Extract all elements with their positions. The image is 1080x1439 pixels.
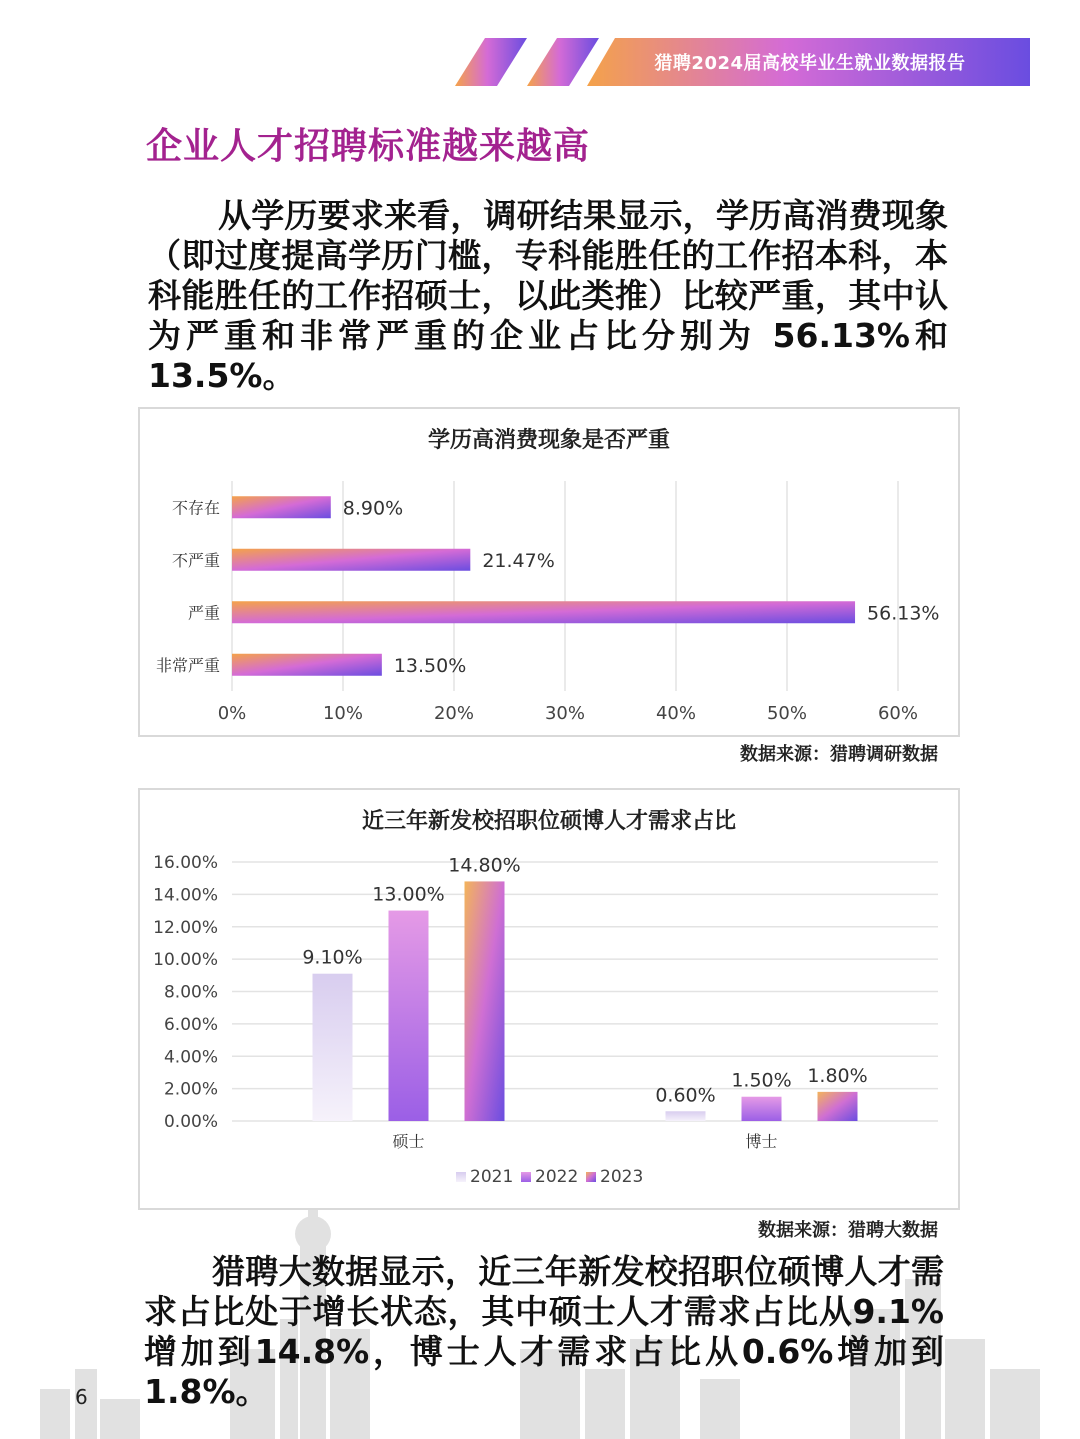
bar [818, 1092, 858, 1121]
y-tick-label: 0.00% [163, 1112, 218, 1132]
y-tick-label: 4.00% [163, 1047, 218, 1068]
legend-label: 2022 [535, 1167, 579, 1187]
data-source-note: 数据来源：猎聘大数据 [758, 1220, 938, 1241]
legend-label: 2023 [600, 1167, 644, 1187]
bar [742, 1097, 782, 1121]
education-inflation-chart [138, 407, 960, 737]
data-label: 56.13% [867, 602, 940, 625]
y-tick-label: 16.00% [153, 853, 218, 873]
y-tick-label: 14.00% [153, 885, 218, 906]
y-tick-label: 12.00% [153, 917, 218, 938]
section-title: 企业人才招聘标准越来越高 [146, 126, 591, 167]
legend-label: 2021 [470, 1167, 514, 1187]
x-tick-label: 40% [655, 703, 697, 724]
bar [232, 496, 331, 518]
grouped-bar-chart [140, 790, 958, 1208]
data-label: 1.50% [731, 1069, 792, 1092]
data-source-note: 数据来源：猎聘调研数据 [740, 744, 938, 765]
horizontal-bar-chart [140, 409, 958, 735]
category-label: 不存在 [171, 498, 220, 518]
x-tick-label: 10% [322, 703, 364, 724]
category-label: 不严重 [171, 550, 220, 570]
bar [232, 601, 855, 623]
report-title: 猎聘2024届高校毕业生就业数据报告 [654, 53, 966, 74]
category-label: 非常严重 [155, 655, 220, 675]
chart-title: 学历高消费现象是否严重 [427, 428, 670, 453]
data-label: 13.50% [393, 654, 467, 677]
legend-swatch [456, 1172, 466, 1182]
bar [666, 1111, 706, 1121]
x-tick-label: 30% [544, 703, 586, 724]
data-label: 21.47% [482, 549, 555, 572]
y-tick-label: 6.00% [163, 1014, 218, 1035]
x-tick-label: 60% [877, 703, 919, 724]
data-label: 13.00% [372, 883, 445, 906]
data-label: 0.60% [655, 1084, 716, 1107]
page-number: 6 [75, 1385, 88, 1409]
category-label: 严重 [187, 603, 220, 623]
bar [232, 654, 382, 676]
y-tick-label: 2.00% [163, 1079, 218, 1100]
summary-paragraph: 猎聘大数据显示，近三年新发校招职位硕博人才需求占比处于增长状态，其中硕士人才需求占比从9.1%增加到14.8%，博士人才需求占比从0.6%增加到1.8%。 [144, 1252, 944, 1411]
category-label: 硕士 [392, 1132, 425, 1151]
bar [389, 911, 429, 1121]
legend-swatch [521, 1172, 531, 1182]
y-tick-label: 8.00% [163, 982, 218, 1003]
category-label: 博士 [745, 1132, 778, 1151]
x-tick-label: 20% [433, 703, 475, 724]
graduate-demand-chart [138, 788, 960, 1210]
bar [313, 974, 353, 1121]
data-label: 8.90% [342, 497, 404, 520]
y-tick-label: 10.00% [153, 950, 218, 971]
bar [232, 549, 470, 571]
x-tick-label: 0% [217, 703, 247, 724]
data-label: 9.10% [302, 946, 363, 969]
intro-paragraph: 从学历要求来看，调研结果显示，学历高消费现象（即过度提高学历门槛，专科能胜任的工作招本科，本科能胜任的工作招硕士，以此类推）比较严重，其中认为严重和非常严重的企业占比分别为 56.13%和13.5%。 [148, 196, 948, 395]
bar [465, 881, 505, 1121]
data-label: 1.80% [807, 1064, 868, 1087]
x-tick-label: 50% [766, 703, 808, 724]
legend-swatch [586, 1172, 596, 1182]
data-label: 14.80% [448, 854, 521, 877]
chart-title: 近三年新发校招职位硕博人才需求占比 [361, 809, 736, 834]
